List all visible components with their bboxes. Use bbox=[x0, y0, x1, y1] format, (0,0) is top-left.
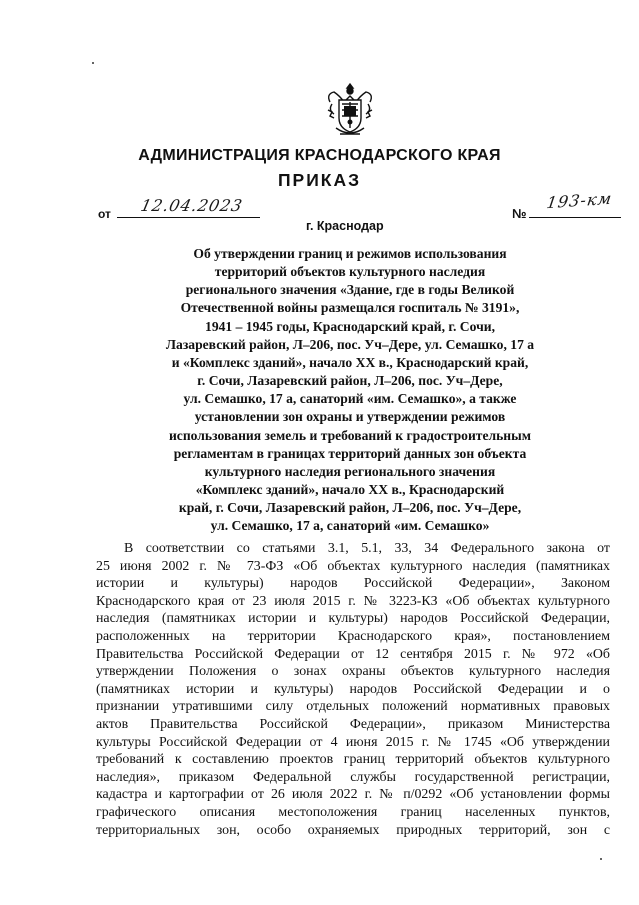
title-line: «Комплекс зданий», начало XX в., Краснодарский bbox=[195, 482, 505, 498]
date-label: от bbox=[98, 207, 111, 221]
handwritten-number: 193-км bbox=[545, 188, 614, 213]
scan-speck bbox=[600, 858, 602, 860]
body-line: актов Правительства Российской Федерации», приказом Министерства bbox=[96, 716, 610, 732]
body-line: графического описания местоположения границ населенных пунктов, bbox=[96, 804, 610, 820]
order-title bbox=[150, 245, 550, 536]
body-line: истории и культуры) народов Российской Федерации», Законом bbox=[96, 576, 610, 592]
organization-name: АДМИНИСТРАЦИЯ КРАСНОДАРСКОГО КРАЯ bbox=[138, 147, 501, 164]
title-line: край, г. Сочи, Лазаревский район, Л–206, пос. Уч–Дере, bbox=[178, 500, 522, 516]
title-line: ул. Семашко, 17 а, санаторий «им. Семашко» bbox=[210, 518, 490, 534]
body-line: признании утратившими силу отдельных положений нормативных правовых bbox=[96, 699, 610, 715]
title-line: регламентам в границах территорий данных зон объекта bbox=[173, 445, 527, 461]
body-line: 25 июня 2002 г. № 73-ФЗ «Об объектах культурного наследия (памятниках bbox=[96, 558, 610, 574]
document-type: ПРИКАЗ bbox=[277, 170, 362, 190]
body-line: культуры Российской Федерации от 4 июня 2015 г. № 1745 «Об утверждении bbox=[96, 734, 610, 750]
title-line: культурного наследия регионального значения bbox=[204, 463, 496, 479]
title-line: регионального значения «Здание, где в годы Великой bbox=[185, 282, 515, 298]
number-label: № bbox=[512, 206, 527, 221]
body-line: утверждении Положения о зонах охраны объектов культурного наследия bbox=[96, 664, 610, 680]
title-line: Отечественной войны размещался госпиталь № 3191», bbox=[180, 300, 520, 316]
scan-speck bbox=[92, 62, 94, 64]
body-line: В соответствии со статьями 3.1, 5.1, 33, 34 Федерального закона от bbox=[124, 541, 610, 556]
body-line: территориальных зон, особо охраняемых природных территорий, зон с bbox=[96, 822, 610, 838]
title-line: 1941 – 1945 годы, Краснодарский край, г. Сочи, bbox=[205, 318, 495, 334]
coat-of-arms-icon bbox=[322, 80, 378, 142]
handwritten-date: 12.04.2023 bbox=[138, 196, 245, 215]
body-line: наследия», приказом Федеральной службы государственной регистрации, bbox=[96, 769, 610, 785]
body-line: Правительства Российской Федерации от 12 сентября 2015 г. № 972 «Об bbox=[96, 646, 610, 662]
title-line: Лазаревский район, Л–206, пос. Уч–Дере, ул. Семашко, 17 а bbox=[165, 336, 535, 352]
body-text bbox=[96, 540, 610, 839]
body-line: Краснодарского края от 23 июля 2015 г. № 3223-КЗ «Об объектах культурного bbox=[96, 593, 610, 609]
body-line: требований к составлению проектов границ территорий объектов культурного bbox=[96, 752, 610, 768]
title-line: Об утверждении границ и режимов использования bbox=[193, 246, 507, 261]
title-line: территорий объектов культурного наследия bbox=[214, 264, 486, 280]
title-line: установлении зон охраны и утверждении режимов bbox=[194, 409, 506, 425]
title-line: г. Сочи, Лазаревский район, Л–206, пос. Уч–Дере, bbox=[197, 373, 503, 389]
title-line: и «Комплекс зданий», начало XX в., Краснодарский край, bbox=[171, 354, 529, 370]
title-line: использования земель и требований к градостроительным bbox=[168, 427, 532, 443]
body-line: кадастра и картографии от 26 июля 2022 г. № п/0292 «Об установлении формы bbox=[96, 787, 610, 803]
body-line: наследия (памятниках истории и культуры) народов Российской Федерации, bbox=[96, 611, 610, 627]
body-line: расположенных на территории Краснодарского края», постановлением bbox=[96, 628, 610, 644]
body-line: (памятниках истории и культуры) народов Российской Федерации и о bbox=[96, 681, 610, 697]
city: г. Краснодар bbox=[306, 219, 384, 233]
title-line: ул. Семашко, 17 а, санаторий «им. Семашко», а также bbox=[183, 391, 517, 407]
